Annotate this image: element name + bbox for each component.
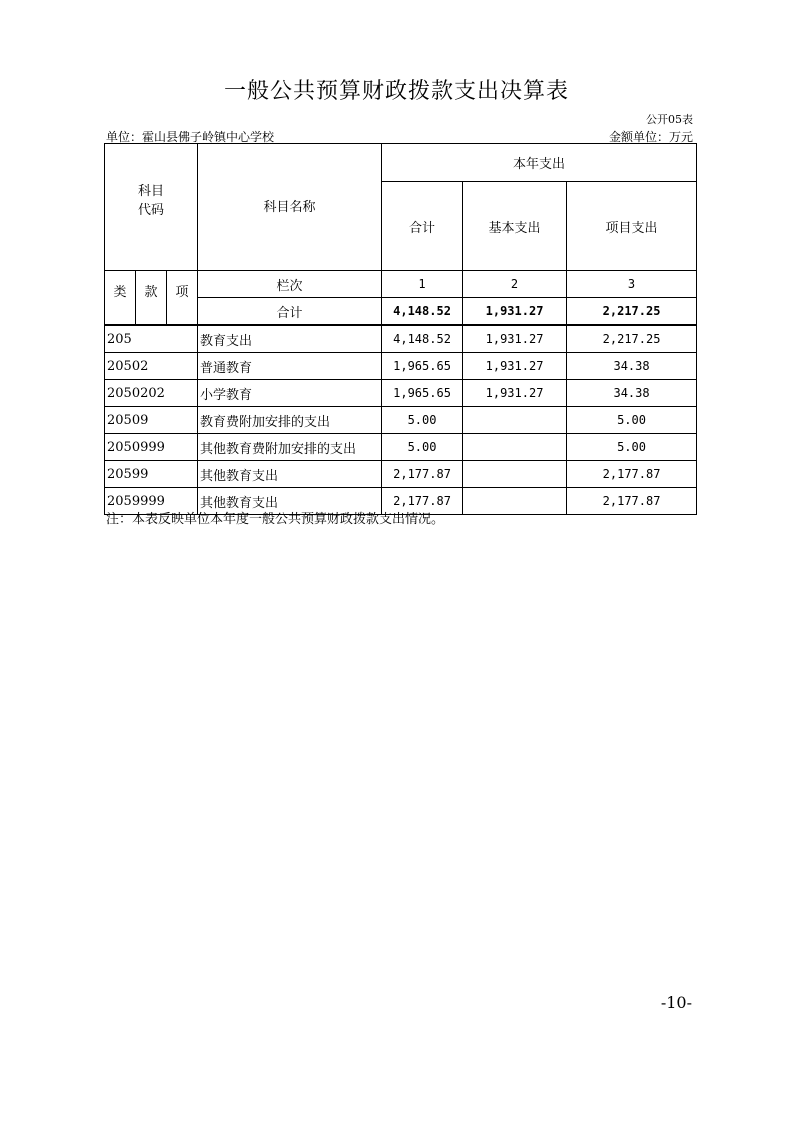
row-total: 2,177.87 [382,461,463,488]
row-code: 205 [105,325,198,353]
table-row [105,434,697,461]
row-basic: 1,931.27 [463,353,567,380]
row-basic [463,407,567,434]
row-code: 2050999 [105,434,198,461]
row-project: 5.00 [567,407,697,434]
row-project: 2,177.87 [567,488,697,515]
xiang-header: 项 [167,271,198,326]
page-number: -10- [660,993,692,1012]
row-code: 20509 [105,407,198,434]
header-row-1 [105,144,697,182]
amount-unit-label: 金额单位：万元 [608,130,693,144]
subject-code-header-line2: 代码 [138,203,165,218]
table-row [105,353,697,380]
row-basic [463,461,567,488]
subject-code-header [105,144,198,271]
unit-label: 单位：霍山县佛子岭镇中心学校 [106,130,275,144]
row-total: 5.00 [382,407,463,434]
column-index-1: 1 [382,271,463,298]
row-total: 1,965.65 [382,380,463,407]
lei-header: 类 [105,271,136,326]
row-project: 34.38 [567,380,697,407]
row-total: 4,148.52 [382,325,463,353]
group-header: 本年支出 [382,144,697,182]
row-name: 其他教育支出 [198,461,382,488]
column-index-2: 2 [463,271,567,298]
col-header-basic: 基本支出 [463,182,567,271]
subject-code-header-line1: 科目 [138,184,165,199]
row-basic [463,488,567,515]
row-project: 34.38 [567,353,697,380]
total-row-total: 4,148.52 [382,298,463,326]
index-row [105,271,697,298]
table-row [105,407,697,434]
total-row-label: 合计 [198,298,382,326]
row-code: 20502 [105,353,198,380]
table-row [105,380,697,407]
subject-name-header: 科目名称 [198,144,382,271]
row-name: 教育费附加安排的支出 [198,407,382,434]
form-number: 公开05表 [646,113,693,126]
column-index-label: 栏次 [198,271,382,298]
row-basic: 1,931.27 [463,325,567,353]
row-name: 其他教育支出 [198,488,382,515]
table-row [105,461,697,488]
row-code: 20599 [105,461,198,488]
row-total: 1,965.65 [382,353,463,380]
row-code: 2059999 [105,488,198,515]
total-row-project: 2,217.25 [567,298,697,326]
table-note: 注：本表反映单位本年度一般公共预算财政拨款支出情况。 [106,512,445,527]
kuan-header: 款 [136,271,167,326]
row-project: 2,177.87 [567,461,697,488]
row-project: 2,217.25 [567,325,697,353]
col-header-total: 合计 [382,182,463,271]
total-row-basic: 1,931.27 [463,298,567,326]
row-name: 其他教育费附加安排的支出 [198,434,382,461]
row-total: 2,177.87 [382,488,463,515]
expenditure-table [104,143,697,515]
row-basic: 1,931.27 [463,380,567,407]
row-name: 教育支出 [198,325,382,353]
table-row [105,325,697,353]
row-code: 2050202 [105,380,198,407]
column-index-3: 3 [567,271,697,298]
row-total: 5.00 [382,434,463,461]
row-name: 小学教育 [198,380,382,407]
col-header-project: 项目支出 [567,182,697,271]
page-title: 一般公共预算财政拨款支出决算表 [223,79,569,104]
row-basic [463,434,567,461]
row-name: 普通教育 [198,353,382,380]
row-project: 5.00 [567,434,697,461]
